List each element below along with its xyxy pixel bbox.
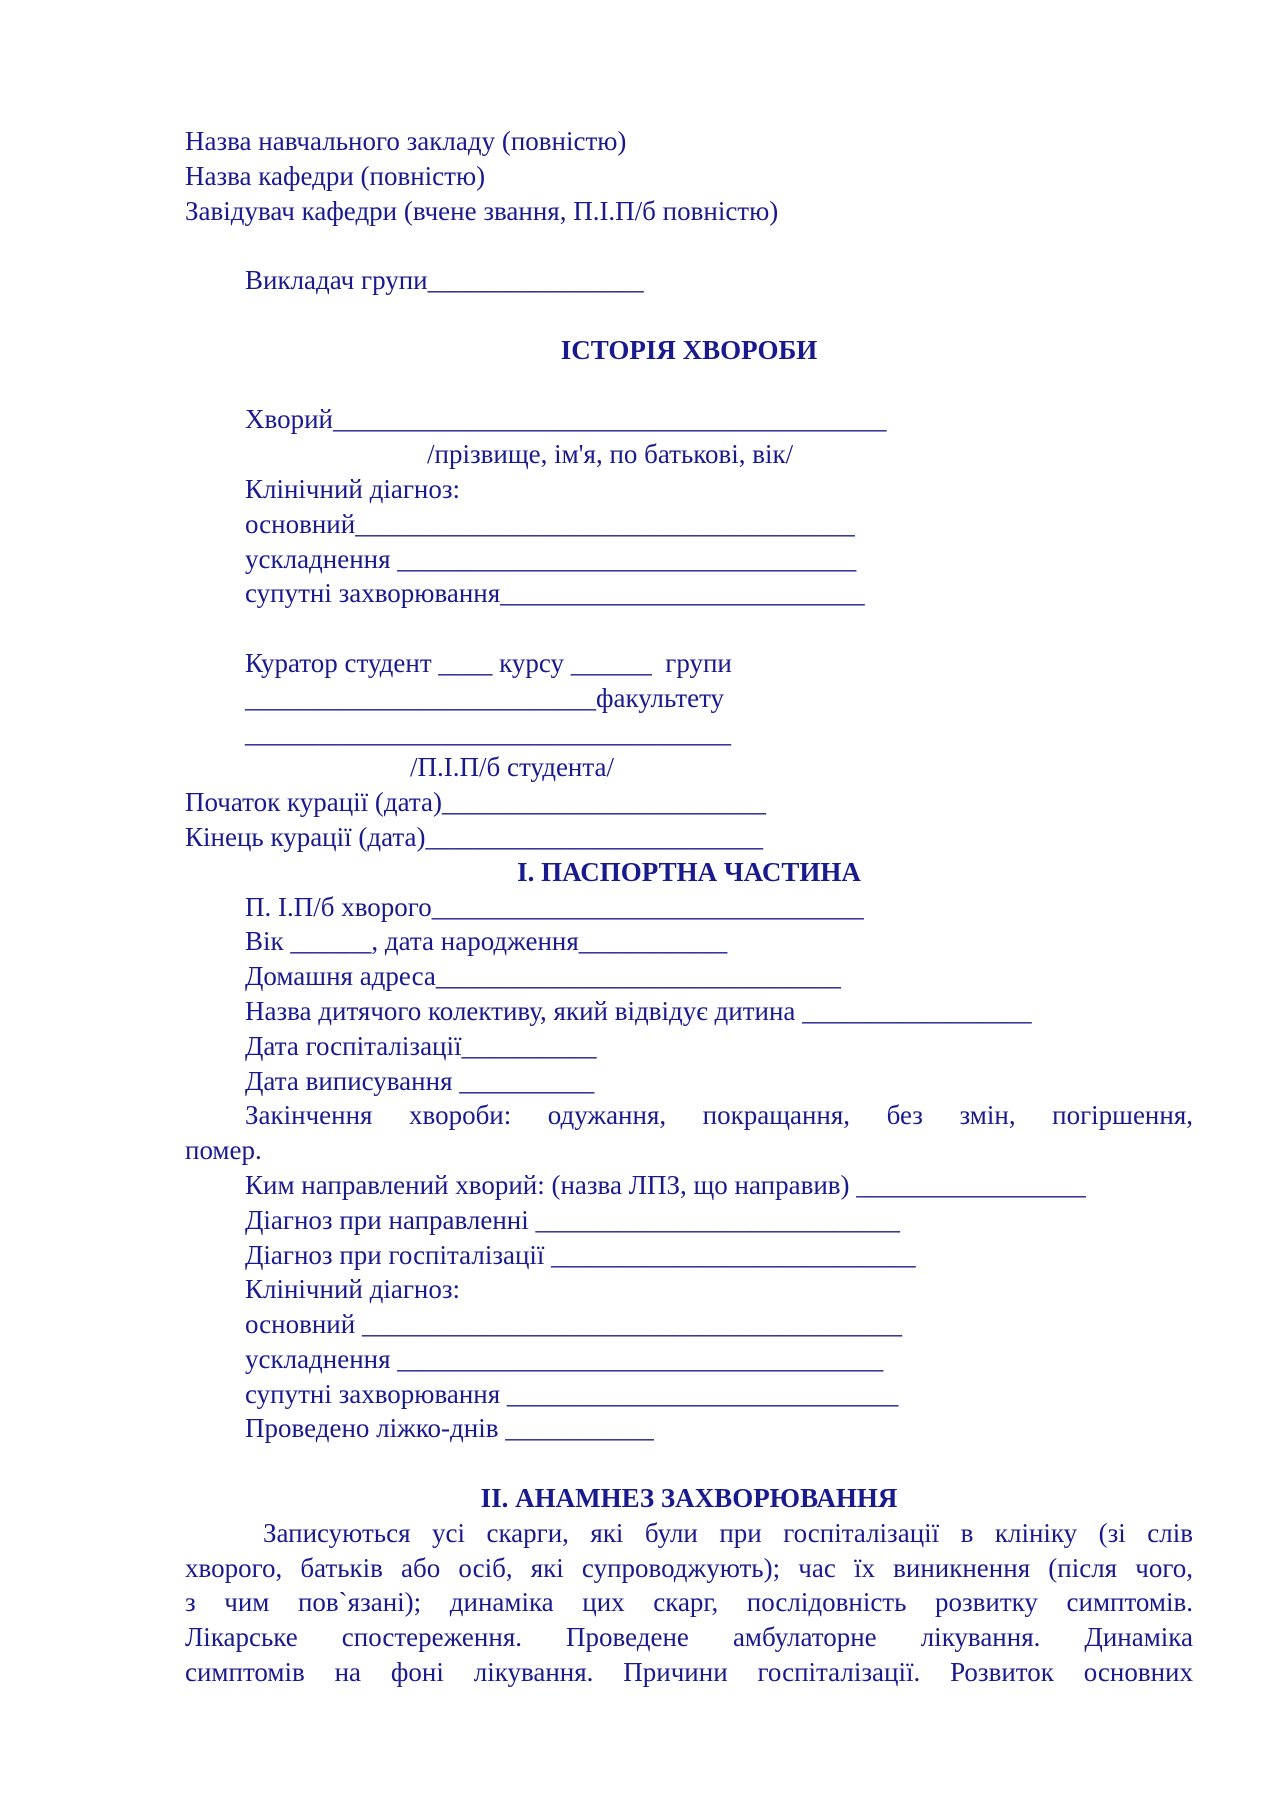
comorbid-field-2: супутні захворювання _____________________________ [245, 1378, 899, 1409]
admission-diagnosis-field: Діагноз при госпіталізації ___________________________ [245, 1239, 916, 1270]
faculty-field: __________________________факультету [245, 682, 725, 713]
main-diagnosis-field-2: основний ________________________________________ [245, 1309, 902, 1340]
discharge-date-field: Дата виписування __________ [245, 1065, 595, 1096]
patient-hint: /прізвище, ім'я, по батькові, вік/ [427, 439, 794, 470]
spacer [185, 298, 1193, 333]
spacer [185, 368, 1193, 403]
patient-field: Хворий_________________________________________ [245, 404, 887, 435]
curation-end-field: Кінець курації (дата)_________________________ [185, 821, 763, 852]
home-address-field: Домашня адреса______________________________ [245, 961, 841, 992]
hospitalization-date-field: Дата госпіталізації__________ [245, 1030, 597, 1061]
clinical-diagnosis-label-2: Клінічний діагноз: [245, 1274, 461, 1305]
anamnesis-line-1: Записуються усі скарги, які були при госпіталізації в клініку (зі слів [263, 1517, 1193, 1548]
anamnesis-line-2: хворого, батьків або осіб, які супроводжують); час їх виникнення (після чого, [185, 1552, 1193, 1583]
age-birthdate-field: Вік ______, дата народження___________ [245, 926, 728, 957]
curator-field: Куратор студент ____ курсу ______ групи [245, 647, 732, 678]
spacer [185, 228, 1193, 263]
section-2-heading: ІІ. АНАМНЕЗ ЗАХВОРЮВАННЯ [480, 1483, 898, 1514]
document-page [185, 124, 1193, 1690]
curation-start-field: Початок курації (дата)________________________ [185, 787, 767, 818]
spacer [185, 1446, 1193, 1481]
section-1-heading: І. ПАСПОРТНА ЧАСТИНА [517, 856, 861, 887]
disease-outcome-continued: помер. [185, 1135, 262, 1166]
student-name-line: ____________________________________ [245, 717, 731, 748]
referred-by-field: Ким направлений хворий: (назва ЛПЗ, що направив) _________________ [245, 1169, 1086, 1200]
children-collective-field: Назва дитячого колективу, який відвідує дитина _________________ [245, 995, 1032, 1026]
institution-name: Назва навчального закладу (повністю) [185, 126, 627, 156]
department-head: Завідувач кафедри (вчене звання, П.І.П/б повністю) [185, 195, 779, 226]
anamnesis-line-4: Лікарське спостереження. Проведене амбулаторне лікування. Динаміка [185, 1622, 1193, 1653]
clinical-diagnosis-label: Клінічний діагноз: [245, 473, 461, 504]
complications-field: ускладнення __________________________________ [245, 543, 857, 574]
student-name-hint: /П.І.П/б студента/ [410, 752, 614, 783]
comorbid-field: супутні захворювання___________________________ [245, 578, 865, 609]
anamnesis-line-5: симптомів на фоні лікування. Причини госпіталізації. Розвиток основних [185, 1657, 1193, 1688]
complications-field-2: ускладнення ____________________________________ [245, 1343, 884, 1374]
disease-outcome-line: Закінчення хвороби: одужання, покращання, без змін, погіршення, [245, 1100, 1193, 1131]
anamnesis-line-3: з чим пов`язані); динаміка цих скарг, послідовність розвитку симптомів. [185, 1587, 1193, 1618]
department-name: Назва кафедри (повністю) [185, 160, 486, 191]
spacer [185, 611, 1193, 646]
referral-diagnosis-field: Діагноз при направленні ___________________________ [245, 1204, 901, 1235]
patient-name-field: П. І.П/б хворого________________________________ [245, 891, 864, 922]
document-title: ІСТОРІЯ ХВОРОБИ [560, 334, 818, 365]
main-diagnosis-field: основний_____________________________________ [245, 508, 855, 539]
bed-days-field: Проведено ліжко-днів ___________ [245, 1413, 654, 1444]
group-teacher-field: Викладач групи________________ [245, 265, 644, 296]
